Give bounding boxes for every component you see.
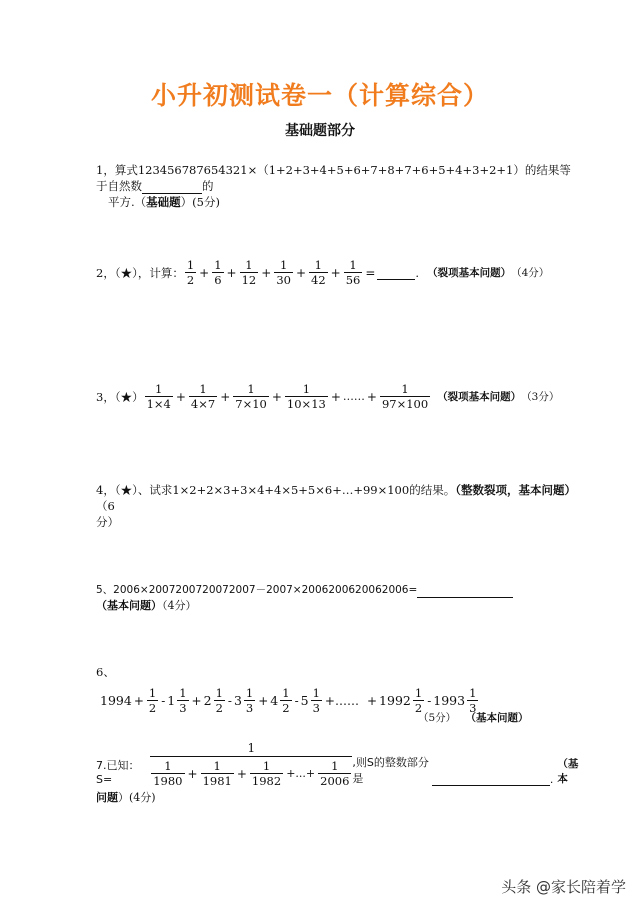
q5-text: 5、2006×2007200720072007－2007×2006200620062006= — [96, 584, 418, 596]
q6-frac: $\frac{1}{2}$ — [148, 686, 157, 715]
q3-frac: $\frac{1}{7\times 10}$ — [235, 382, 267, 411]
q2-tag: （裂项基本问题） — [427, 266, 512, 279]
plus-sign: + — [330, 389, 341, 404]
q5-score: （4分） — [162, 599, 197, 612]
q2-frac: $\frac{1}{6}$ — [214, 258, 222, 287]
plus-sign: + — [175, 389, 186, 404]
q1-after: 的 — [202, 179, 214, 193]
q3-score: （3分） — [521, 390, 560, 403]
question-3 — [96, 382, 559, 411]
q1-tag: 基础题 — [146, 195, 181, 209]
q7-big-fraction — [150, 740, 352, 788]
sign: + — [366, 693, 378, 708]
q2-frac: $\frac{1}{12}$ — [241, 258, 257, 287]
question-6: 1994 + $\frac{1}{2}$ - 1 $\frac{1}{3}$ + 2 $\frac{1}{2}$ - 3 $\frac{1}{3}$ + 4 $\frac{1}{2}$ - 5 $\frac{1}{3}$ +…… + 1992 $\frac{1}{2}$ - 1993 $\frac{1}{3}$ — [100, 686, 477, 715]
q6-frac: $\frac{1}{3}$ — [312, 686, 320, 715]
q4-tag: （整数裂项，基本问题） — [455, 483, 576, 497]
q6-frac: $\frac{1}{3}$ — [469, 686, 477, 715]
sign: + — [133, 693, 144, 708]
ellipsis: +…… — [324, 693, 359, 708]
q7-frac: $\frac{1}{2006}$ — [320, 759, 350, 788]
ellipsis: +...+ — [286, 767, 316, 780]
q2-frac: $\frac{1}{2}$ — [186, 258, 195, 287]
plus-sign: + — [220, 389, 231, 404]
plus-sign: + — [271, 389, 282, 404]
sign: - — [427, 693, 432, 708]
q6-tag: （基本问题） — [465, 712, 529, 724]
q7-tag1: （基本 — [557, 758, 579, 785]
q4-line2: 分） — [96, 515, 119, 529]
sign: + — [258, 693, 269, 708]
sign: - — [161, 693, 166, 708]
q7-frac: $\frac{1}{1980}$ — [153, 759, 183, 788]
q7-outer-num: 1 — [247, 741, 256, 755]
sign: - — [227, 693, 232, 708]
q7-prefix: 7.已知：S= — [96, 759, 140, 786]
watermark: 头条 @家长陪着学 — [501, 878, 626, 896]
question-5 — [96, 582, 576, 614]
q1-score: ）(5分) — [180, 195, 220, 209]
equals-sign: = — [365, 265, 376, 280]
q6-lead: 1994 — [100, 693, 132, 708]
q5-tag: （基本问题） — [96, 599, 162, 612]
plus-sign: + — [236, 766, 247, 781]
q3-frac: $\frac{1}{97\times 100}$ — [381, 382, 429, 411]
question-4 — [96, 482, 576, 530]
plus-sign: + — [187, 766, 198, 781]
q2-frac: $\frac{1}{56}$ — [345, 258, 361, 287]
q6-frac: $\frac{1}{2}$ — [215, 686, 223, 715]
q6-frac: $\frac{1}{3}$ — [179, 686, 187, 715]
page-title: 小升初测试卷一（计算综合） — [150, 81, 489, 110]
q4-text: 4，（★）、试求1×2+2×3+3×4+4×5+5×6+…+99×100的结果。 — [96, 483, 456, 497]
q3-frac: $\frac{1}{4\times 7}$ — [190, 382, 216, 411]
question-2 — [96, 258, 549, 287]
q2-score: （4分） — [511, 266, 550, 279]
plus-sign: + — [295, 265, 307, 280]
q7-score: ）(4分) — [118, 791, 156, 804]
q6-frac: $\frac{1}{2}$ — [282, 686, 290, 715]
q7-frac: $\frac{1}{1981}$ — [202, 759, 232, 788]
q6-frac: $\frac{1}{3}$ — [245, 686, 254, 715]
sign: - — [294, 693, 299, 708]
q6-score: （5分） — [418, 712, 457, 724]
page-subtitle: 基础题部分 — [285, 123, 355, 139]
sign: + — [191, 693, 202, 708]
q1-text: 1，算式123456787654321×（1+2+3+4+5+6+7+8+7+6+5+4+3+2+1）的结果等于自然数 — [96, 163, 571, 193]
plus-sign: + — [199, 265, 210, 280]
q7-tag2: 问题 — [96, 791, 118, 804]
q2-frac: $\frac{1}{42}$ — [311, 258, 326, 287]
plus-sign: + — [226, 265, 237, 280]
q5-answer-blank[interactable] — [417, 585, 513, 598]
q2-frac: $\frac{1}{30}$ — [276, 258, 291, 287]
question-6-label: 6、 — [96, 665, 115, 679]
q3-tag: （裂项基本问题） — [437, 390, 522, 403]
ellipsis: …… — [342, 389, 365, 403]
plus-sign: + — [366, 389, 377, 404]
q2-period: . — [415, 265, 420, 280]
q4-score: （6 — [96, 499, 115, 513]
q6-meta — [418, 710, 529, 726]
q7-frac: $\frac{1}{1982}$ — [251, 759, 282, 788]
question-1 — [96, 162, 576, 210]
q7-suffix: ,则S的整数部分是 — [352, 756, 429, 785]
q2-answer-blank[interactable] — [377, 265, 415, 280]
q3-frac: $\frac{1}{1\times 4}$ — [146, 382, 171, 411]
question-7 — [96, 740, 586, 806]
q6-frac: $\frac{1}{2}$ — [414, 686, 423, 715]
q7-answer-blank[interactable] — [432, 773, 550, 786]
q2-prefix: 2，（★），计算： — [96, 265, 184, 280]
plus-sign: + — [330, 265, 341, 280]
q3-prefix: 3，（★） — [96, 389, 144, 404]
q3-frac: $\frac{1}{10\times 13}$ — [286, 382, 326, 411]
q7-period: . — [549, 773, 554, 786]
q1-line2: 平方.（ — [108, 195, 147, 209]
plus-sign: + — [261, 265, 272, 280]
